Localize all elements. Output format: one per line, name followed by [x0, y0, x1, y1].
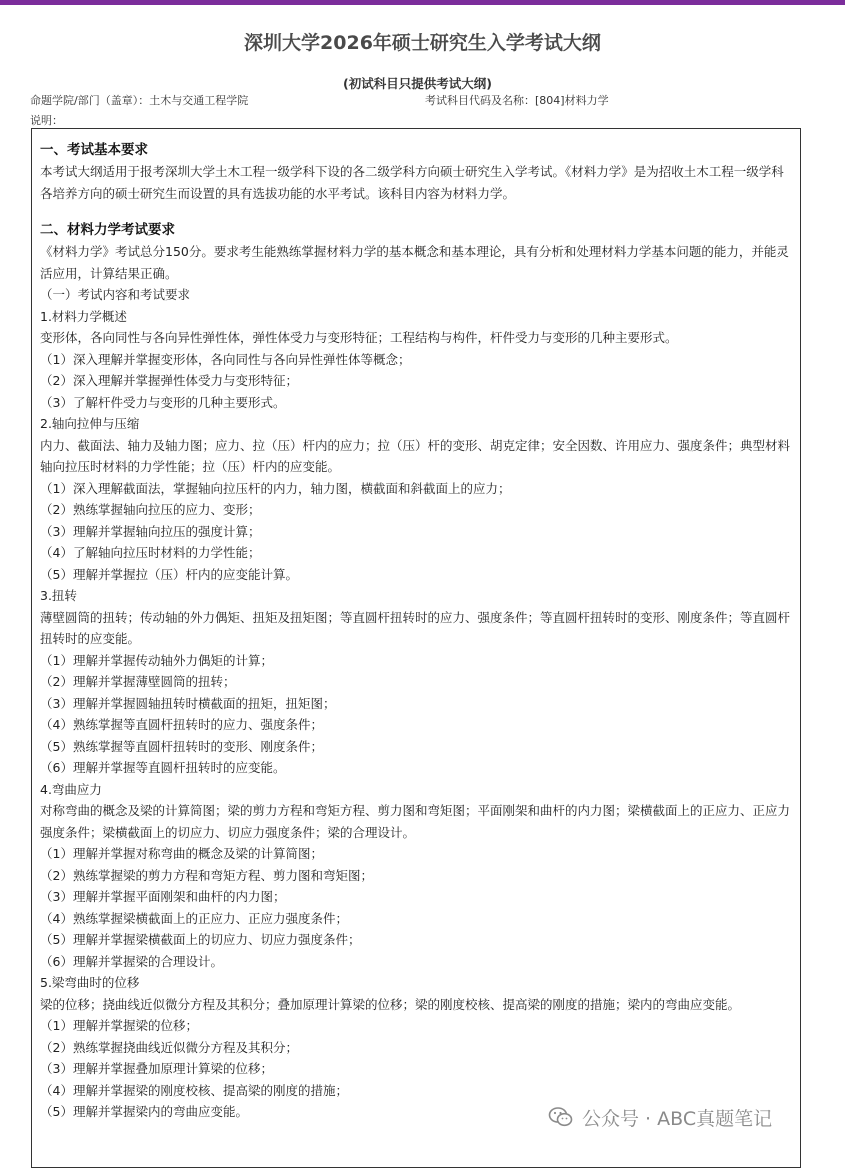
section-heading: 一、考试基本要求 — [40, 142, 148, 158]
paragraph: （一）考试内容和考试要求 — [40, 287, 191, 302]
paragraph: （6）理解并掌握等直圆杆扭转时的应变能。 — [40, 760, 286, 775]
paragraph: （1）理解并掌握梁的位移； — [40, 1018, 198, 1033]
watermark-text: 公众号 · ABC真题笔记 — [582, 1107, 773, 1130]
paragraph: （2）深入理解并掌握弹性体受力与变形特征； — [40, 373, 298, 388]
paragraph: （3）理解并掌握圆轴扭转时横截面的扭矩，扭矩图； — [40, 695, 336, 711]
paragraph: 薄壁圆筒的扭转；传动轴的外力偶矩、扭矩及扭矩图；等直圆杆扭转时的应力、强度条件；等直圆杆扭转时的变形、刚度条件；等直圆杆扭转时的应变能。 — [40, 609, 791, 646]
paragraph: （5）理解并掌握拉（压）杆内的应变能计算。 — [40, 566, 298, 582]
department-label: 命题学院/部门（盖章）：土木与交通工程学院 — [30, 94, 249, 107]
paragraph: 内力、截面法、轴力及轴力图；应力、拉（压）杆内的应力；拉（压）杆的变形、胡克定律；安全因数、许用应力、强度条件；典型材料轴向拉压时材料的力学性能；拉（压）杆内的应变能。 — [40, 437, 791, 474]
syllabus-content-box — [31, 128, 801, 1168]
paragraph: （2）熟练掌握挠曲线近似微分方程及其积分； — [40, 1039, 298, 1055]
paragraph: （5）理解并掌握梁内的弯曲应变能。 — [40, 1104, 248, 1119]
paragraph: 梁的位移；挠曲线近似微分方程及其积分；叠加原理计算梁的位移；梁的刚度校核、提高梁的刚度的措施；梁内的弯曲应变能。 — [40, 996, 741, 1012]
paragraph: （5）理解并掌握梁横截面上的切应力、切应力强度条件； — [40, 932, 361, 947]
paragraph: （4）了解轴向拉压时材料的力学性能； — [40, 545, 261, 560]
subject-code-label: 考试科目代码及名称：[804]材料力学 — [425, 94, 609, 107]
paragraph: （1）理解并掌握对称弯曲的概念及梁的计算简图； — [40, 846, 323, 861]
paragraph: 1.材料力学概述 — [40, 308, 127, 324]
watermark — [548, 1102, 772, 1132]
paragraph: （4）理解并掌握梁的刚度校核、提高梁的刚度的措施； — [40, 1082, 348, 1098]
section-body — [40, 241, 792, 1123]
paragraph: 对称弯曲的概念及梁的计算简图；梁的剪力方程和弯矩方程、剪力图和弯矩图；平面刚架和曲杆的内力图；梁横截面上的正应力、正应力强度条件；梁横截面上的切应力、切应力强度条件；梁的合理设计。 — [40, 803, 791, 840]
page-title: 深圳大学2026年硕士研究生入学考试大纲 — [244, 32, 601, 54]
paragraph: （3）理解并掌握平面刚架和曲杆的内力图； — [40, 889, 286, 904]
section-body — [40, 161, 792, 204]
paragraph: （2）熟练掌握轴向拉压的应力、变形； — [40, 502, 261, 517]
paragraph: （2）理解并掌握薄壁圆筒的扭转； — [40, 674, 236, 689]
paragraph: （1）深入理解并掌握变形体，各向同性与各向异性弹性体等概念； — [40, 351, 411, 367]
section-gap — [40, 204, 792, 219]
paragraph: （1）深入理解截面法，掌握轴向拉压杆的内力，轴力图，横截面和斜截面上的应力； — [40, 480, 511, 496]
paragraph: （5）熟练掌握等直圆杆扭转时的变形、刚度条件； — [40, 738, 323, 754]
paragraph: （4）熟练掌握梁横截面上的正应力、正应力强度条件； — [40, 910, 348, 926]
paragraph: 2.轴向拉伸与压缩 — [40, 416, 140, 431]
paragraph: （4）熟练掌握等直圆杆扭转时的应力、强度条件； — [40, 717, 323, 732]
paragraph: （3）理解并掌握轴向拉压的强度计算； — [40, 523, 261, 539]
wechat-icon — [548, 1104, 574, 1130]
paragraph: （6）理解并掌握梁的合理设计。 — [40, 953, 223, 969]
explanation-label: 说明： — [30, 114, 63, 127]
paragraph: 4.弯曲应力 — [40, 781, 102, 797]
paragraph: 3.扭转 — [40, 588, 77, 603]
paragraph: （3）理解并掌握叠加原理计算梁的位移； — [40, 1061, 273, 1076]
section-heading: 二、材料力学考试要求 — [40, 222, 175, 238]
page-subtitle: (初试科目只提供考试大纲) — [343, 76, 492, 91]
top-accent-bar — [0, 0, 845, 5]
paragraph: 变形体，各向同性与各向异性弹性体，弹性体受力与变形特征；工程结构与构件，杆件受力与变形的几种主要形式。 — [40, 330, 678, 345]
paragraph: 本考试大纲适用于报考深圳大学土木工程一级学科下设的各二级学科方向硕士研究生入学考试。《材料力学》是为招收土木工程一级学科各培养方向的硕士研究生而设置的具有选拔功能的水平考试。该科目内容为材料力学。 — [40, 164, 784, 201]
paragraph: （3）了解杆件受力与变形的几种主要形式。 — [40, 394, 286, 410]
paragraph: （2）熟练掌握梁的剪力方程和弯矩方程、剪力图和弯矩图； — [40, 867, 373, 883]
paragraph: （1）理解并掌握传动轴外力偶矩的计算； — [40, 652, 273, 668]
paragraph: 《材料力学》考试总分150分。要求考生能熟练掌握材料力学的基本概念和基本理论，具有分析和处理材料力学基本问题的能力，并能灵活应用，计算结果正确。 — [40, 244, 789, 281]
paragraph: 5.梁弯曲时的位移 — [40, 975, 140, 990]
